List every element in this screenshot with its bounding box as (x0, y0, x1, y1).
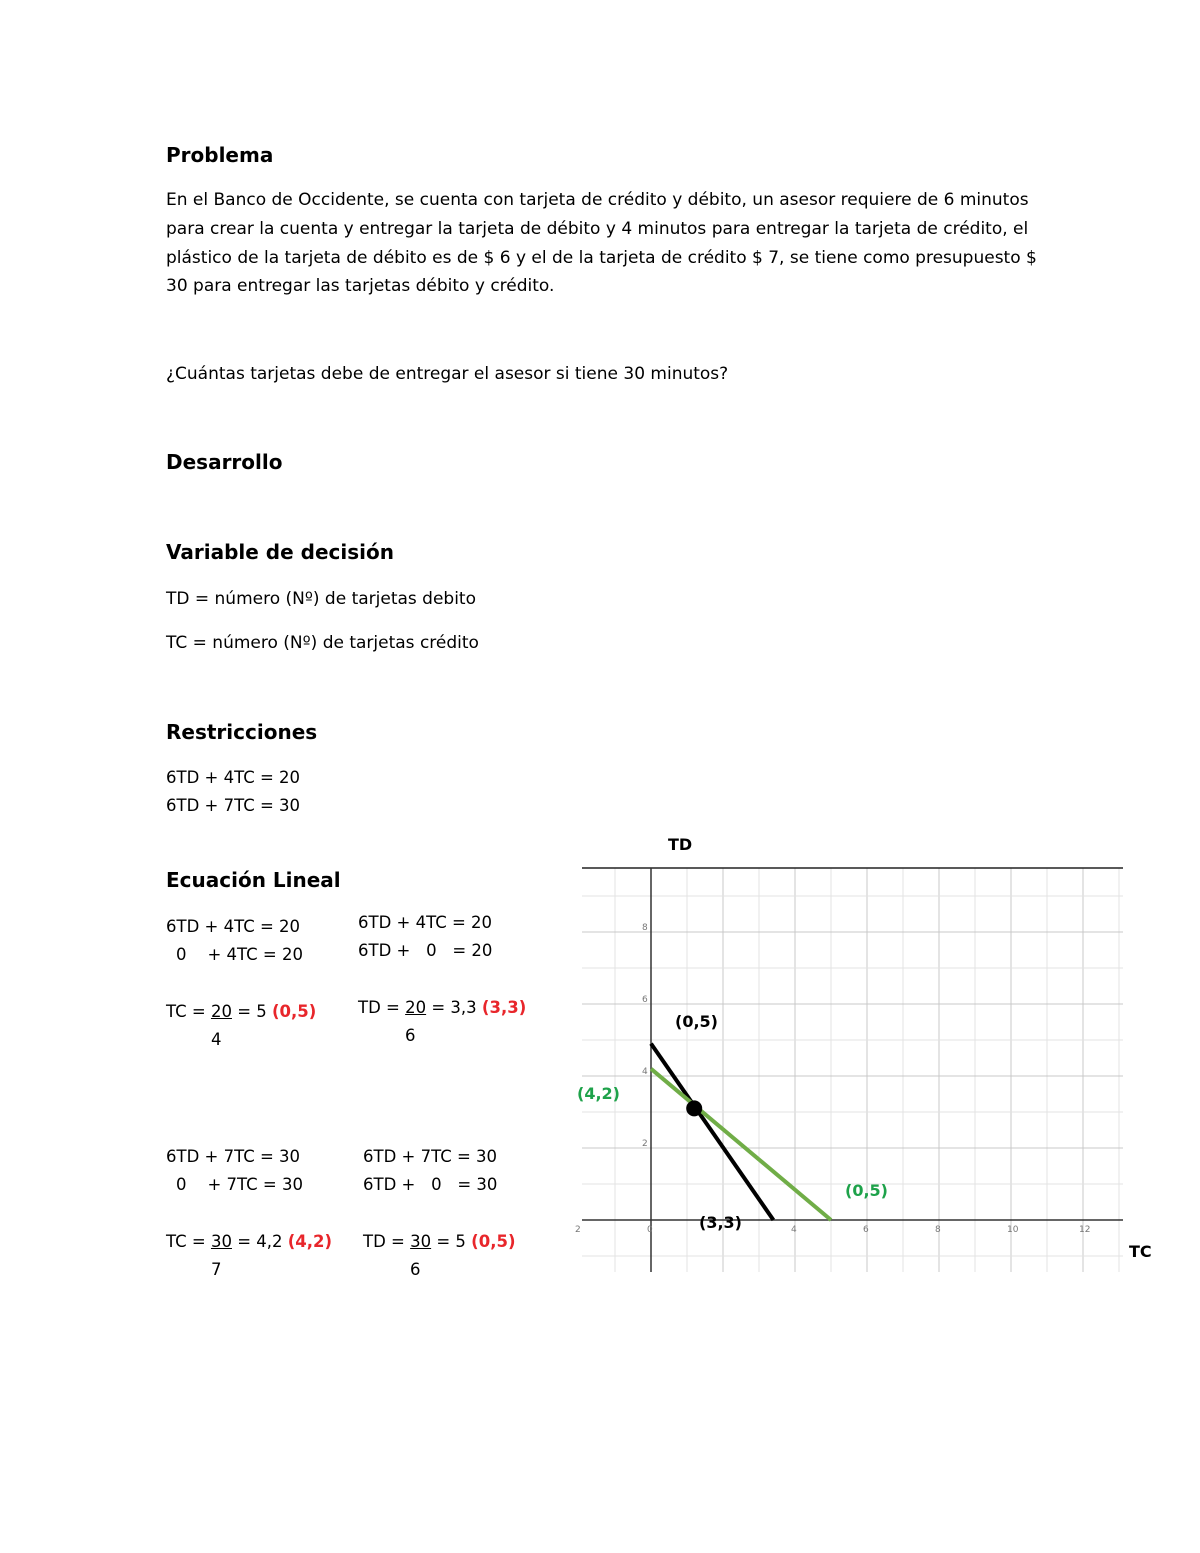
y-tick-label: 8 (642, 923, 648, 933)
black-line (651, 1044, 773, 1220)
b2-left-line2: 0 + 7TC = 30 (176, 1175, 303, 1194)
b2-left-line1: 6TD + 7TC = 30 (166, 1147, 301, 1166)
y-tick-label: 6 (642, 995, 648, 1005)
green-line (651, 1069, 831, 1220)
annotation-black-bottom: (3,3) (699, 1213, 742, 1232)
b1-left-prefix: TC = (166, 1002, 211, 1021)
b2-right-denominator: 6 (410, 1260, 421, 1279)
b1-right-prefix: TD = (358, 998, 406, 1017)
b2-left-prefix: TC = (166, 1232, 211, 1251)
question-text: ¿Cuántas tarjetas debe de entregar el asesor si tiene 30 minutos? (166, 364, 729, 384)
problem-statement: En el Banco de Occidente, se cuenta con tarjeta de crédito y débito, un asesor requiere de 6 minutos para crear la cuenta y entregar la tarjeta de débito y 4 minutos para entregar la tarjeta de crédito, el plástico de la tarjeta de débito es de $ 6 y el de la tarjeta de crédito $ 7, se tiene como presupuesto $ 30 para entregar las tarjetas débito y crédito. (166, 190, 1037, 297)
b1-left-post: = 5 (231, 1002, 273, 1021)
b1-right-line1: 6TD + 4TC = 20 (358, 913, 493, 932)
x-tick-label: 2 (575, 1225, 581, 1235)
x-axis-label: TC (1129, 1242, 1152, 1261)
b1-left-denominator: 4 (211, 1030, 222, 1049)
development-heading: Desarrollo (166, 450, 283, 474)
b1-right-post: = 3,3 (426, 998, 482, 1017)
b2-left-numerator: 30 (210, 1232, 232, 1251)
b2-right-numerator: 30 (410, 1232, 432, 1251)
b2-right-post: = 5 (431, 1232, 472, 1251)
restriction-1: 6TD + 4TC = 20 (166, 768, 301, 787)
graph (570, 830, 1170, 1290)
td-definition: TD = número (Nº) de tarjetas debito (166, 589, 476, 609)
y-tick-label: 2 (642, 1139, 648, 1149)
b2-right-prefix: TD = (363, 1232, 411, 1251)
constraint-lines (651, 1044, 831, 1220)
restrictions-heading: Restricciones (166, 720, 318, 744)
b1-right-denominator: 6 (405, 1026, 416, 1045)
b1-left-numerator: 20 (210, 1002, 232, 1021)
b2-right-point: (0,5) (471, 1232, 516, 1251)
b2-right-line1: 6TD + 7TC = 30 (363, 1147, 498, 1166)
grid (582, 868, 1123, 1272)
intersection-point (686, 1100, 702, 1116)
b1-right-point: (3,3) (481, 998, 527, 1017)
annotation-green-bottom: (0,5) (845, 1181, 888, 1200)
b2-left-result (166, 1232, 332, 1251)
tc-definition: TC = número (Nº) de tarjetas crédito (166, 633, 479, 653)
x-tick-label: 8 (935, 1225, 941, 1235)
b1-left-point: (0,5) (272, 1002, 317, 1021)
linear-equation-heading: Ecuación Lineal (166, 868, 341, 892)
b1-right-line2: 6TD + 0 = 20 (358, 941, 493, 960)
x-tick-label: 10 (1007, 1225, 1019, 1235)
b1-left-line2: 0 + 4TC = 20 (176, 945, 303, 964)
b1-right-result (358, 998, 526, 1017)
tick-labels (575, 923, 1090, 1235)
b1-left-result (166, 1002, 316, 1021)
annotation-green-left: (4,2) (577, 1084, 620, 1103)
b2-left-post: = 4,2 (231, 1232, 288, 1251)
x-tick-label: 12 (1079, 1225, 1091, 1235)
x-tick-label: 6 (863, 1225, 869, 1235)
restriction-2: 6TD + 7TC = 30 (166, 796, 301, 815)
b2-right-line2: 6TD + 0 = 30 (363, 1175, 498, 1194)
x-tick-label: 4 (791, 1225, 797, 1235)
y-tick-label: 4 (642, 1067, 648, 1077)
x-tick-label: 0 (647, 1225, 653, 1235)
b2-right-result (363, 1232, 515, 1251)
b1-left-line1: 6TD + 4TC = 20 (166, 917, 301, 936)
b2-left-denominator: 7 (211, 1260, 222, 1279)
b1-right-numerator: 20 (405, 998, 427, 1017)
y-axis-label: TD (668, 835, 693, 854)
annotation-black-top: (0,5) (675, 1012, 718, 1031)
problem-heading: Problema (166, 143, 274, 167)
b2-left-point: (4,2) (287, 1232, 333, 1251)
decision-variable-heading: Variable de decisión (166, 540, 394, 564)
